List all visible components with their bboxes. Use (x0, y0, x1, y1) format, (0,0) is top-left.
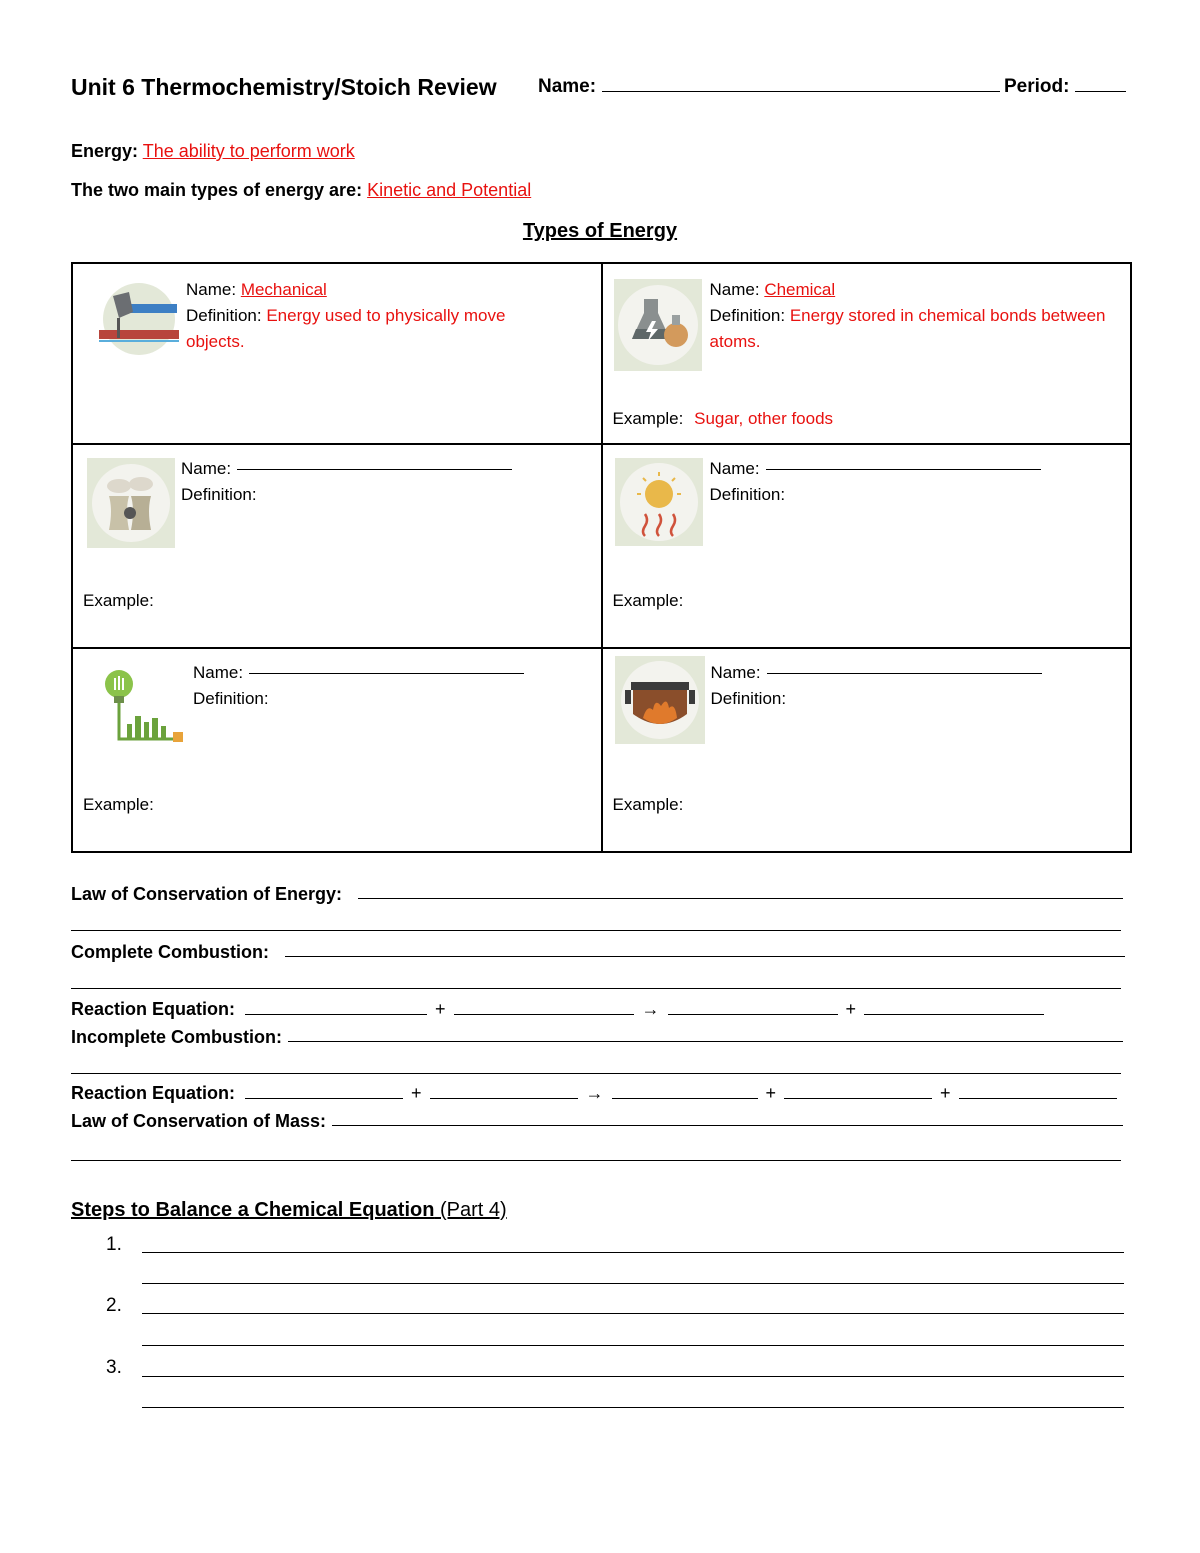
electrical-name-label: Name: (193, 663, 244, 682)
flask-icon (614, 279, 702, 371)
conservation-energy-line-2[interactable] (71, 930, 1121, 931)
pot-fire-icon (615, 656, 705, 744)
cell-thermal (602, 444, 1132, 648)
step-1-line-1[interactable] (142, 1252, 1124, 1253)
name-blank[interactable] (602, 91, 1000, 92)
reaction-equation-1-label: Reaction Equation: (71, 999, 236, 1019)
step-1-line-2[interactable] (142, 1283, 1124, 1284)
steps-heading-part: (Part 4) (440, 1199, 507, 1221)
two-types-label: The two main types of energy are: (71, 180, 363, 200)
worksheet-title: Unit 6 Thermochemistry/Stoich Review (71, 74, 497, 100)
thermal-def-label: Definition: (709, 485, 786, 504)
complete-combustion-blank[interactable] (285, 956, 1125, 957)
steps-heading (71, 1199, 507, 1222)
conservation-energy-row[interactable] (71, 884, 1123, 905)
step-2-line-2[interactable] (142, 1345, 1124, 1346)
period-blank[interactable] (1075, 91, 1126, 92)
eq2-product-2[interactable] (784, 1098, 932, 1099)
steps-heading-title: Steps to Balance a Chemical Equation (71, 1199, 435, 1221)
name-field[interactable] (538, 76, 1000, 98)
chemical-def-label: Definition: (709, 306, 786, 325)
nuclear-def-label: Definition: (181, 485, 257, 504)
incomplete-combustion-row[interactable] (71, 1027, 1123, 1048)
conservation-energy-label: Law of Conservation of Energy: (71, 884, 343, 904)
heat-example: Example: (612, 795, 684, 814)
eq1-arrow: → (641, 999, 660, 1019)
hammer-icon (99, 282, 179, 356)
chemical-example (613, 409, 834, 429)
eq2-plus-1: + (411, 1083, 422, 1103)
conservation-mass-row[interactable] (71, 1111, 1123, 1132)
heat-text (711, 660, 1111, 712)
heat-name-blank[interactable] (767, 673, 1042, 674)
step-2-number: 2. (106, 1295, 122, 1316)
conservation-mass-line-2[interactable] (71, 1160, 1121, 1161)
eq2-reactant-2[interactable] (430, 1098, 578, 1099)
complete-combustion-line-2[interactable] (71, 988, 1121, 989)
eq2-reactant-1[interactable] (245, 1098, 403, 1099)
mechanical-name: Mechanical (240, 280, 327, 299)
eq1-product-1[interactable] (668, 1014, 838, 1015)
nuclear-name-label: Name: (181, 459, 232, 478)
cell-nuclear (72, 444, 602, 648)
sun-heat-icon (615, 458, 703, 546)
reaction-equation-2-label: Reaction Equation: (71, 1083, 236, 1103)
energy-definition (71, 141, 355, 162)
eq2-arrow: → (585, 1083, 604, 1103)
cell-mechanical (72, 263, 602, 444)
eq2-product-1[interactable] (612, 1098, 758, 1099)
conservation-mass-label: Law of Conservation of Mass: (71, 1111, 327, 1131)
complete-combustion-row[interactable] (71, 942, 1125, 963)
thermal-example: Example: (612, 591, 684, 610)
period-field[interactable] (1004, 76, 1126, 98)
eq1-plus-2: + (845, 999, 857, 1019)
step-3-line-2[interactable] (142, 1407, 1124, 1408)
eq2-plus-2: + (765, 1083, 777, 1103)
energy-answer: The ability to perform work (142, 141, 355, 161)
step-3-number: 3. (106, 1357, 122, 1378)
nuclear-example: Example: (83, 591, 154, 610)
lightbulb-icon (101, 666, 187, 752)
electrical-example: Example: (83, 795, 154, 814)
heat-def-label: Definition: (710, 689, 787, 708)
step-1-number: 1. (106, 1234, 122, 1255)
chemical-definition: Energy stored in chemical bonds between atoms. (709, 306, 1106, 351)
mechanical-definition: Energy used to physically move objects. (186, 306, 506, 351)
chemical-name-label: Name: (709, 280, 760, 299)
eq1-product-2[interactable] (864, 1014, 1044, 1015)
two-types-answer: Kinetic and Potential (367, 180, 532, 200)
cell-electrical (72, 648, 602, 852)
heat-name-label: Name: (710, 663, 761, 682)
thermal-text (710, 456, 1110, 508)
incomplete-combustion-blank[interactable] (288, 1041, 1123, 1042)
thermal-name-label: Name: (709, 459, 760, 478)
reaction-equation-1[interactable] (71, 999, 1044, 1020)
electrical-def-label: Definition: (193, 689, 269, 708)
eq1-reactant-2[interactable] (454, 1014, 634, 1015)
chemical-name: Chemical (764, 280, 836, 299)
two-types-line (71, 180, 531, 201)
power-plant-icon (87, 458, 175, 548)
mechanical-def-label: Definition: (186, 306, 262, 325)
electrical-text (193, 660, 593, 712)
incomplete-combustion-label: Incomplete Combustion: (71, 1027, 282, 1047)
step-2-line-1[interactable] (142, 1313, 1124, 1314)
electrical-name-blank[interactable] (249, 673, 524, 674)
thermal-name-blank[interactable] (766, 469, 1041, 470)
complete-combustion-label: Complete Combustion: (71, 942, 269, 962)
cell-heat (602, 648, 1132, 852)
types-table (71, 262, 1132, 853)
eq1-plus-1: + (435, 999, 446, 1019)
chemical-text (710, 277, 1110, 355)
types-heading: Types of Energy (522, 220, 678, 242)
mechanical-text (186, 277, 566, 355)
conservation-energy-blank[interactable] (358, 898, 1123, 899)
nuclear-name-blank[interactable] (237, 469, 512, 470)
conservation-mass-blank[interactable] (332, 1125, 1123, 1126)
eq2-product-3[interactable] (959, 1098, 1117, 1099)
reaction-equation-2[interactable] (71, 1083, 1117, 1104)
chemical-example-label: Example: (612, 409, 684, 428)
name-label: Name: (538, 76, 597, 97)
mechanical-name-label: Name: (186, 280, 237, 299)
nuclear-text (181, 456, 581, 508)
chemical-example-value: Sugar, other foods (694, 409, 834, 428)
energy-label: Energy: (71, 141, 139, 161)
period-label: Period: (1004, 76, 1070, 97)
step-3-line-1[interactable] (142, 1376, 1124, 1377)
eq2-plus-3: + (940, 1083, 951, 1103)
cell-chemical (602, 263, 1132, 444)
incomplete-combustion-line-2[interactable] (71, 1073, 1121, 1074)
eq1-reactant-1[interactable] (245, 1014, 427, 1015)
